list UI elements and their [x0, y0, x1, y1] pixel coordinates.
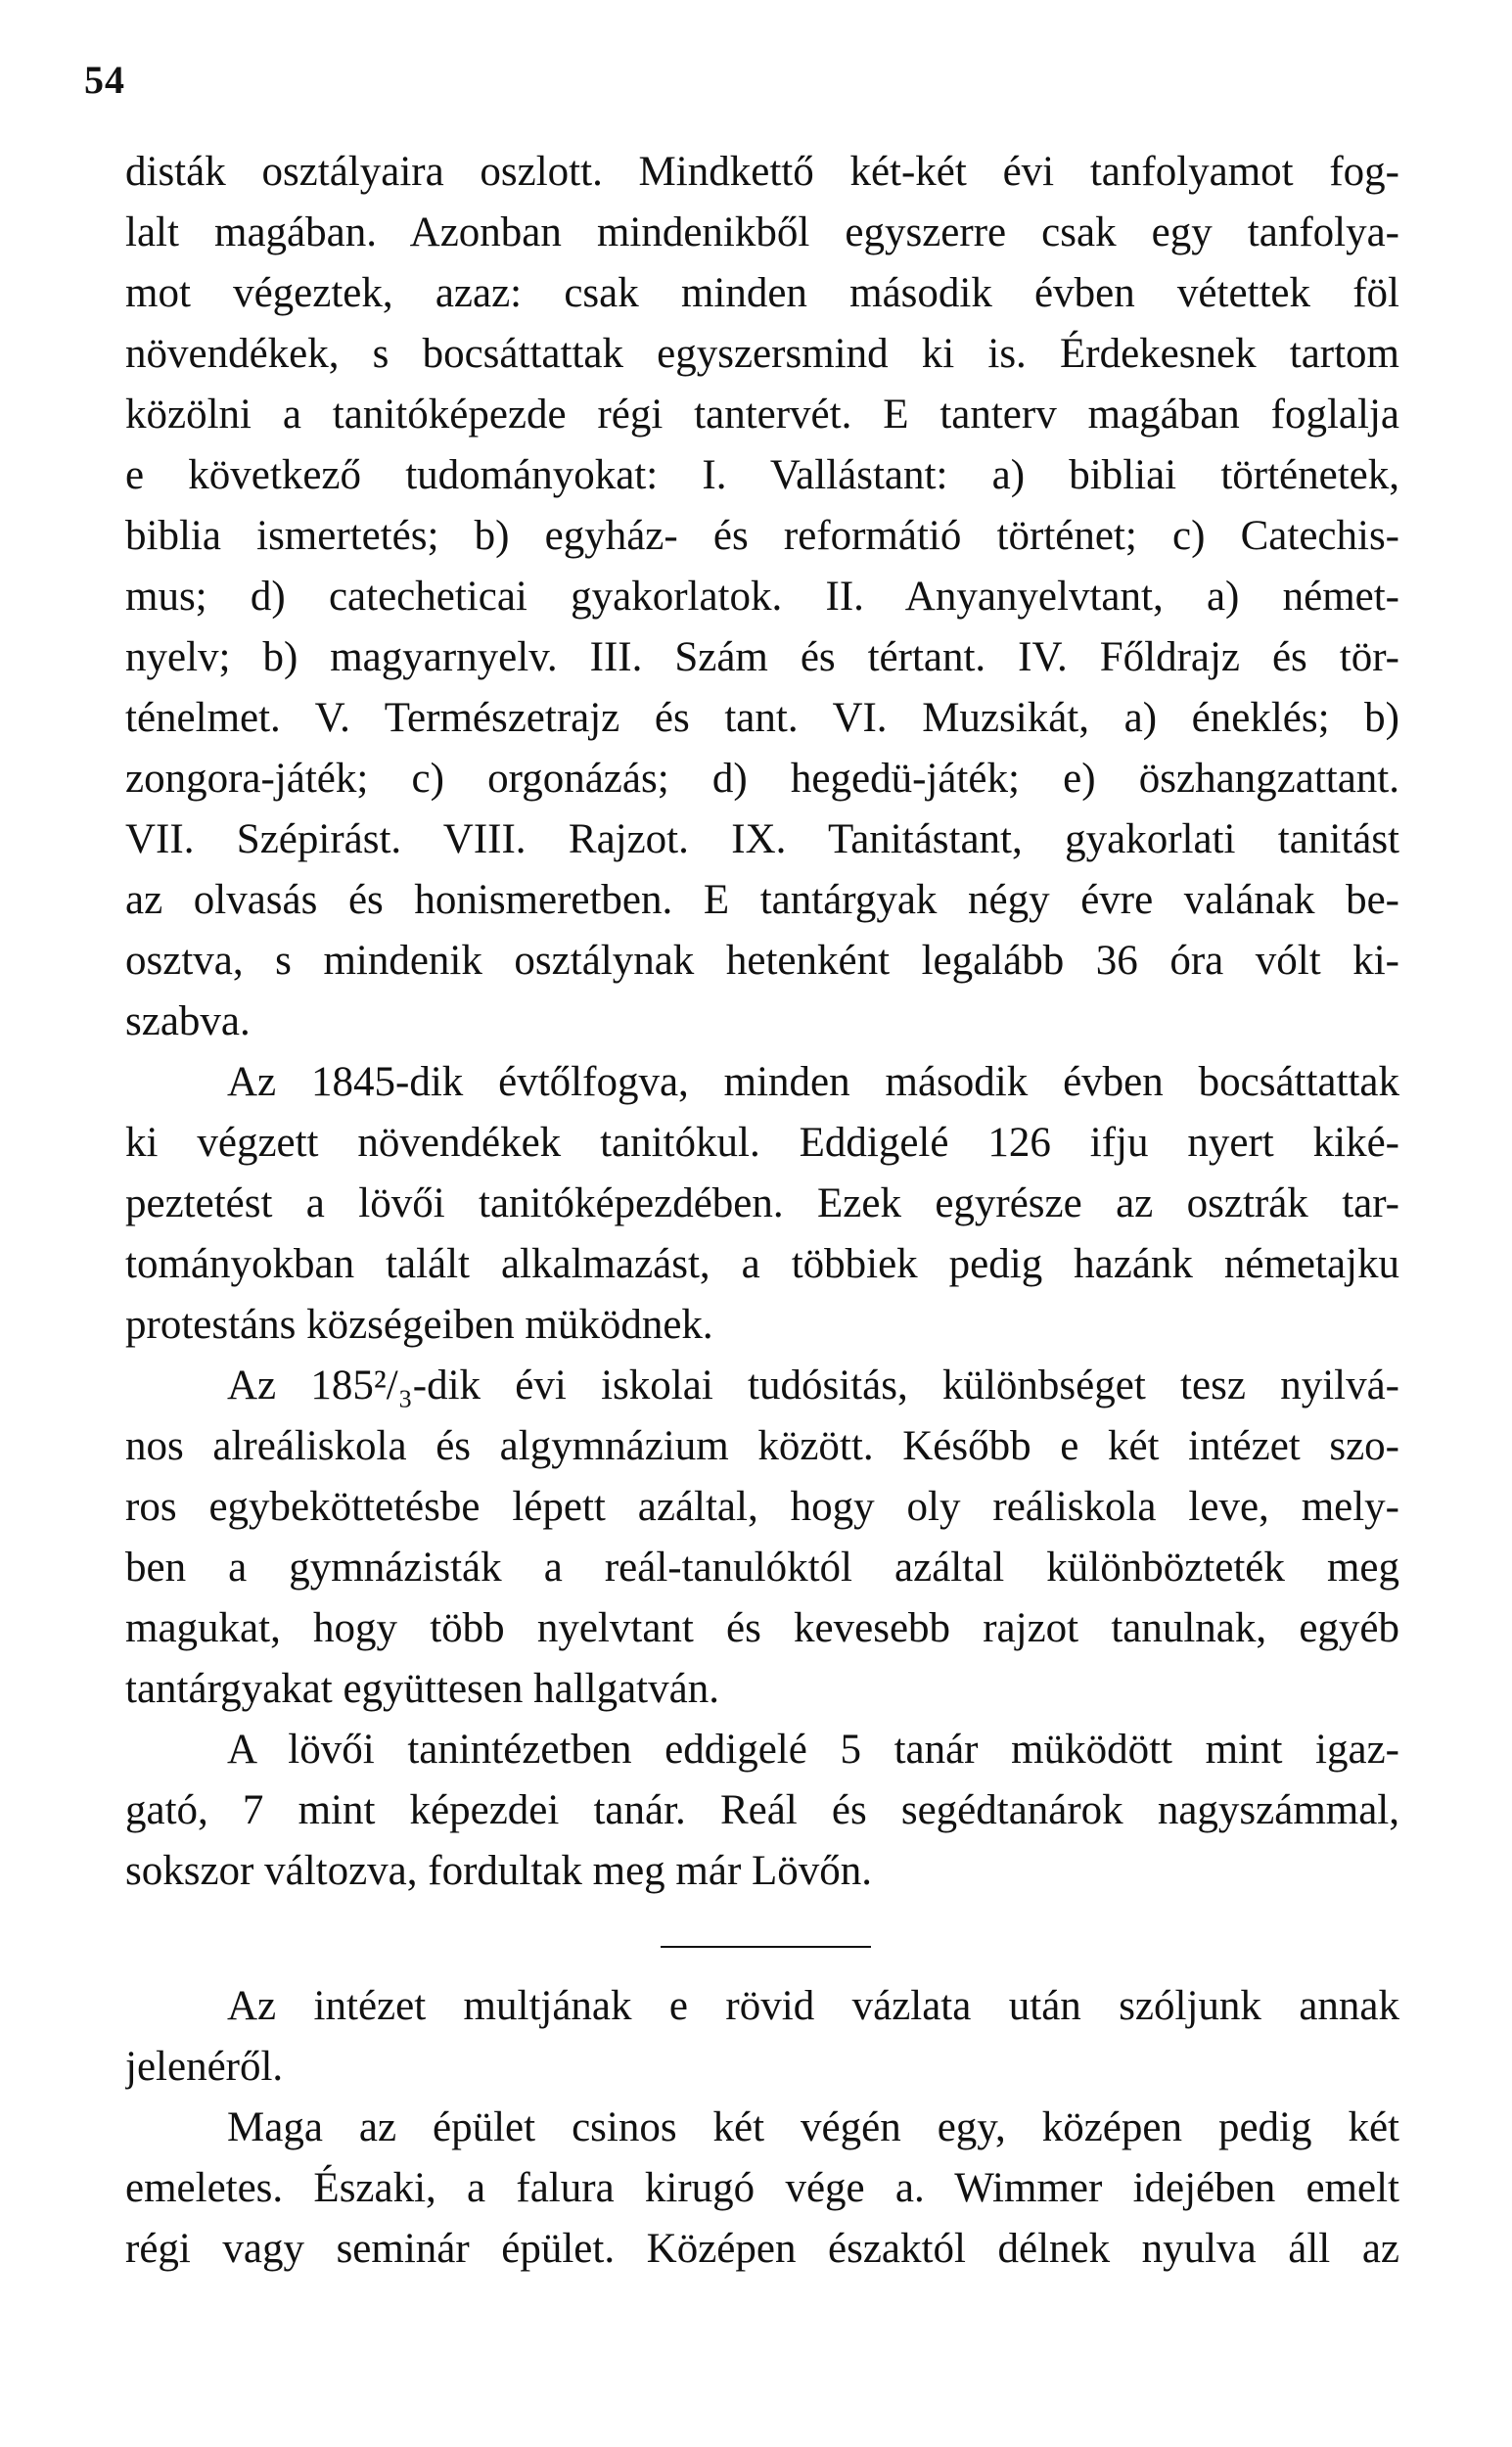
- text-line: gató, 7 mint képezdei tanár. Reál és segédtanárok nagyszámmal,: [125, 1787, 1399, 1833]
- text-line: tantárgyakat együttesen hallgatván.: [125, 1666, 719, 1712]
- text-line: magukat, hogy több nyelvtant és kevesebb rajzot tanulnak, egyéb: [125, 1605, 1399, 1651]
- text-line: sokszor változva, fordultak meg már Lövőn.: [125, 1848, 873, 1894]
- text-line: emeletes. Északi, a falura kirugó vége a. Wimmer idejében emelt: [125, 2165, 1399, 2211]
- text-line: nos alreáliskola és algymnázium között. Később e két intézet szo-: [125, 1423, 1399, 1469]
- text-line: disták osztályaira oszlott. Mindkettő két-két évi tanfolyamot fog-: [125, 149, 1399, 195]
- text-line: peztetést a lövői tanitóképezdében. Ezek egyrésze az osztrák tar-: [125, 1180, 1399, 1226]
- text-line: ki végzett növendékek tanitókul. Eddigelé 126 ifju nyert kiké-: [125, 1120, 1399, 1166]
- text-line: ros egybeköttetésbe lépett azáltal, hogy oly reáliskola leve, mely-: [125, 1484, 1399, 1530]
- text-line: osztva, s mindenik osztálynak hetenként legalább 36 óra vólt ki-: [125, 938, 1399, 984]
- page-number: 54: [84, 58, 125, 102]
- text-line: Az intézet multjának e rövid vázlata után szóljunk annak: [227, 1983, 1399, 2029]
- text-line: nyelv; b) magyarnyelv. III. Szám és tértant. IV. Főldrajz és tör-: [125, 634, 1399, 680]
- text-line: biblia ismertetés; b) egyház- és reformátió történet; c) Catechis-: [125, 513, 1399, 559]
- text-line: jelenéről.: [125, 2044, 284, 2090]
- text-line: e következő tudományokat: I. Vallástant: a) bibliai történetek,: [125, 452, 1399, 498]
- section-divider: [661, 1946, 871, 1948]
- text-line: mot végeztek, azaz: csak minden második évben vétettek föl: [125, 270, 1399, 316]
- text-line: az olvasás és honismeretben. E tantárgyak négy évre valának be-: [125, 877, 1399, 923]
- text-line: A lövői tanintézetben eddigelé 5 tanár müködött mint igaz-: [227, 1727, 1399, 1773]
- text-line: protestáns községeiben müködnek.: [125, 1302, 713, 1348]
- text-line: növendékek, s bocsáttattak egyszersmind ki is. Érdekesnek tartom: [125, 331, 1399, 377]
- text-line: Az 1845-dik évtőlfogva, minden második évben bocsáttattak: [227, 1059, 1399, 1105]
- text-line: Az 185²/₃-dik évi iskolai tudósitás, különbséget tesz nyilvá-: [227, 1362, 1399, 1408]
- text-line: mus; d) catecheticai gyakorlatok. II. Anyanyelvtant, a) német-: [125, 574, 1399, 620]
- text-line: ténelmet. V. Természetrajz és tant. VI. Muzsikát, a) éneklés; b): [125, 695, 1399, 741]
- text-line: VII. Szépirást. VIII. Rajzot. IX. Tanitástant, gyakorlati tanitást: [125, 816, 1399, 862]
- text-line: tományokban talált alkalmazást, a többiek pedig hazánk németajku: [125, 1241, 1399, 1287]
- text-line: régi vagy seminár épület. Középen északtól délnek nyulva áll az: [125, 2226, 1399, 2272]
- text-line: ben a gymnázisták a reál-tanulóktól azáltal különbözteték meg: [125, 1545, 1399, 1591]
- text-line: szabva.: [125, 998, 251, 1044]
- text-line: zongora-játék; c) orgonázás; d) hegedü-játék; e) öszhangzattant.: [125, 756, 1399, 802]
- text-line: Maga az épület csinos két végén egy, középen pedig két: [227, 2104, 1399, 2150]
- text-line: lalt magában. Azonban mindenikből egyszerre csak egy tanfolya-: [125, 209, 1399, 255]
- text-line: közölni a tanitóképezde régi tantervét. E tanterv magában foglalja: [125, 392, 1399, 438]
